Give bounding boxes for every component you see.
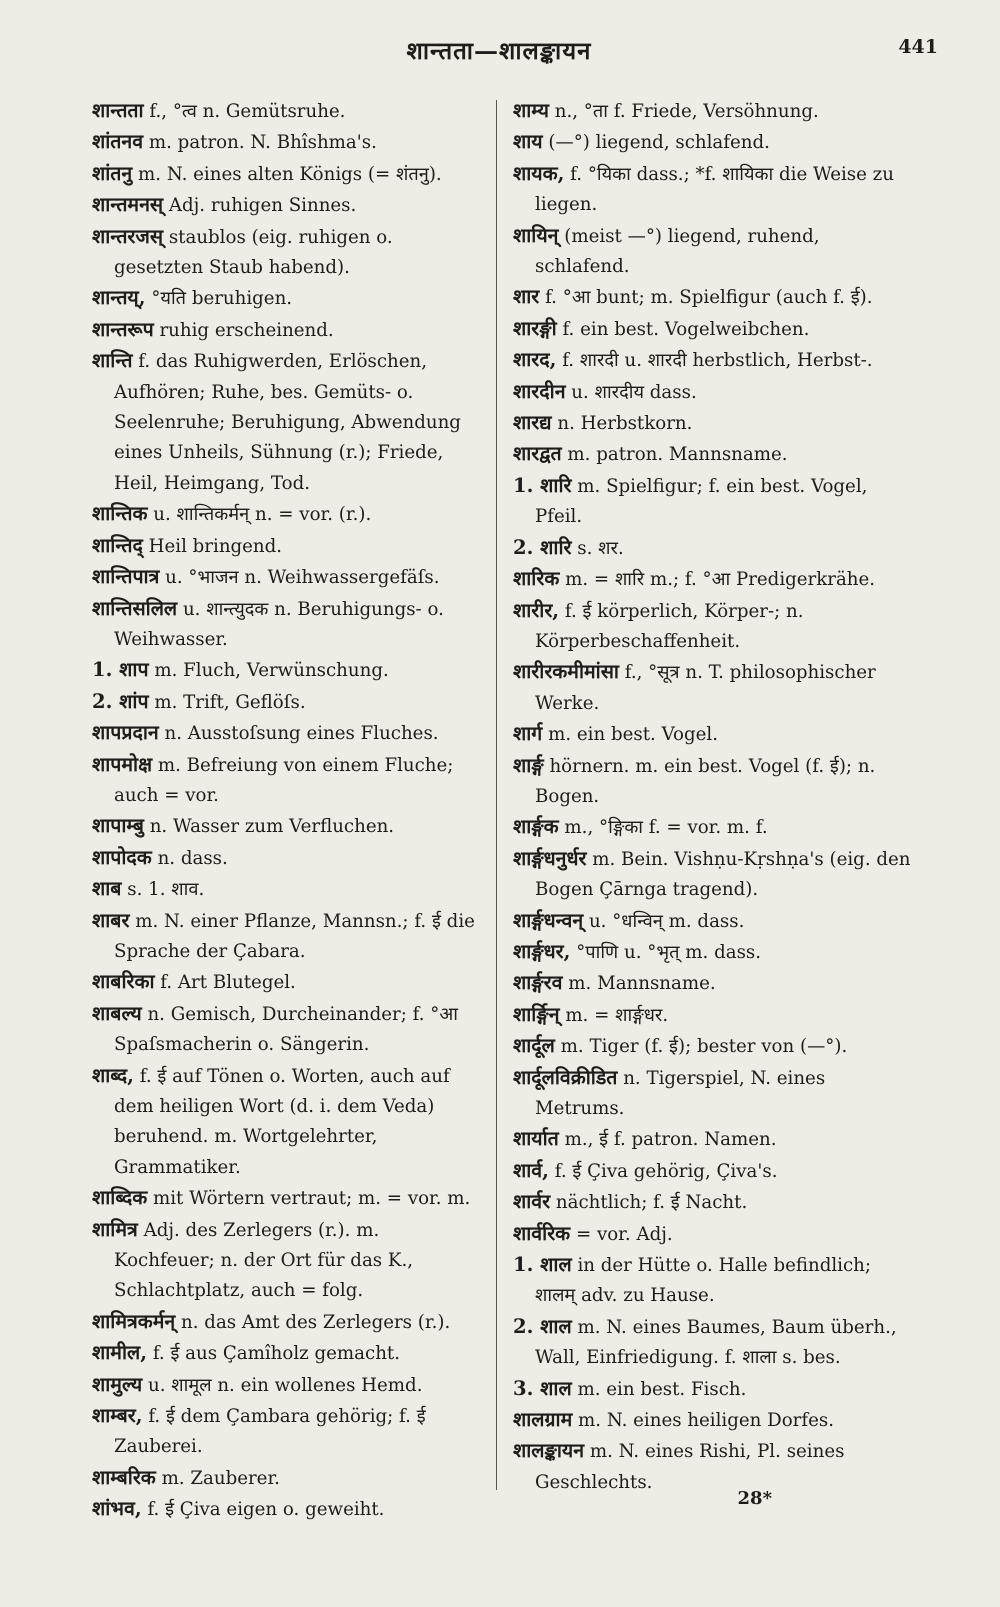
entry-definition: m. Trift, Geflöſs. (148, 691, 306, 713)
entry-headword: शाब्द, (92, 1063, 134, 1087)
entry-headword: 1. शाप (92, 658, 149, 682)
entry-definition: m. Bein. Vishṇu-Kṛshṇa's (eig. den Bogen Çārnga tragend). (535, 848, 911, 901)
entry-headword: शार्वर (513, 1190, 551, 1214)
dictionary-entry (92, 531, 484, 562)
dictionary-entry (92, 1338, 484, 1369)
entry-definition: m. Zauberer. (155, 1467, 280, 1489)
entry-definition: n. Wasser zum Verfluchen. (143, 816, 395, 838)
entry-definition: n. Ausstoſsung eines Fluches. (158, 723, 439, 745)
entry-headword: शाबल्य (92, 1001, 142, 1025)
entry-definition: f. ई auf Tönen o. Worten, auch auf dem heiligen Wort (d. i. dem Veda) beruhend. m. Wortgelehrter, Grammatiker. (114, 1065, 450, 1178)
entry-headword: शामील, (92, 1341, 148, 1365)
entry-definition: m. N. eines Rishi, Pl. seines Geschlechts. (535, 1441, 845, 1493)
dictionary-entry (92, 655, 484, 686)
entry-definition: m., °ङ्गिका f. = vor. m. f. (558, 817, 768, 839)
entry-definition: f. ई aus Çamîholz gemacht. (147, 1343, 401, 1365)
entry-definition: m., ई f. patron. Namen. (558, 1129, 777, 1151)
entry-headword: शार्वरिक (513, 1221, 571, 1245)
dictionary-entry (513, 314, 913, 345)
entry-definition: u. °भाजन n. Weihwassergefäſs. (159, 567, 440, 589)
dictionary-entry (513, 812, 913, 843)
dictionary-entry (513, 1436, 913, 1498)
entry-headword: शापमोक्ष (92, 752, 153, 776)
entry-definition: u. शामूल n. ein wollenes Hemd. (142, 1374, 423, 1396)
entry-definition: Adj. des Zerlegers (r.). m. Kochfeuer; n. der Ort für das K., Schlachtplatz, auch = folg. (114, 1219, 414, 1302)
entry-definition: Adj. ruhigen Sinnes. (163, 195, 357, 217)
entry-definition: m. Spielfigur; f. ein best. Vogel, Pfeil. (535, 475, 868, 528)
dictionary-entry (92, 967, 484, 998)
dictionary-entry (513, 1219, 913, 1250)
entry-headword: शायिन् (513, 223, 559, 247)
entry-definition: n. Gemisch, Durcheinander; f. °आ Spaſsmacherin o. Sängerin. (114, 1003, 458, 1056)
dictionary-entry (513, 968, 913, 999)
entry-headword: शांतनव (92, 130, 144, 154)
entry-headword: शार्दूल (513, 1034, 555, 1058)
entry-definition: m. N. einer Pflanze, Mannsn.; f. ई die Sprache der Çabara. (114, 910, 475, 962)
dictionary-entry (92, 718, 484, 749)
dictionary-entry (513, 159, 913, 221)
entry-headword: शायक, (513, 161, 565, 185)
entry-headword: शाम्य (513, 99, 549, 122)
entry-definition: mit Wörtern vertraut; m. = vor. m. (147, 1188, 471, 1210)
entry-definition: °पाणि u. °भृत् m. dass. (570, 941, 762, 963)
dictionary-entry (92, 283, 484, 314)
entry-definition: u. शान्त्युदक n. Beruhigungs- o. Weihwasser. (114, 598, 444, 650)
entry-definition: (—°) liegend, schlafend. (542, 132, 770, 154)
dictionary-entry (513, 1312, 913, 1374)
entry-definition: m. Tiger (f. ई); bester von (—°). (554, 1036, 848, 1058)
dictionary-entry (513, 408, 913, 439)
dictionary-entry (513, 533, 913, 564)
entry-headword: शारद्य (513, 411, 552, 435)
entry-headword: शारीर, (513, 598, 560, 622)
dictionary-entry (513, 1063, 913, 1125)
left-column (92, 96, 484, 1526)
entry-headword: शार्यात (513, 1127, 559, 1151)
dictionary-entry (92, 1370, 484, 1401)
entry-headword: शार्व, (513, 1158, 549, 1182)
entry-definition: u. शान्तिकर्मन् n. = vor. (r.). (147, 504, 372, 526)
dictionary-entry (92, 999, 484, 1061)
entry-headword: शान्तिक (92, 502, 148, 526)
entry-definition: u. शारदीय dass. (565, 381, 697, 403)
entry-definition: m. ein best. Fisch. (571, 1378, 747, 1400)
dictionary-entry (513, 657, 913, 719)
entry-headword: शार्दूलविक्रीडित (513, 1065, 618, 1089)
entry-definition: °यति beruhigen. (145, 288, 293, 310)
dictionary-entry (513, 127, 913, 158)
dictionary-entry (92, 315, 484, 346)
entry-headword: 2. शांप (92, 689, 149, 713)
entry-definition: m. ein best. Vogel. (542, 724, 718, 746)
entry-headword: शारदीन (513, 379, 566, 403)
entry-definition: m. Fluch, Verwünschung. (148, 660, 389, 682)
right-column (513, 96, 913, 1498)
entry-headword: शारङ्गी (513, 316, 557, 340)
column-divider (496, 100, 497, 1490)
entry-headword: 1. शारि (513, 473, 572, 497)
entry-definition: n. Tigerspiel, N. eines Metrums. (535, 1067, 826, 1119)
entry-headword: शान्तमनस् (92, 193, 164, 217)
dictionary-entry (513, 1250, 913, 1312)
entry-definition: f. ein best. Vogelweibchen. (556, 318, 810, 340)
entry-headword: शान्तता (92, 99, 144, 122)
entry-headword: शान्तरजस् (92, 224, 164, 248)
entry-definition: f. ई Çiva gehörig, Çiva's. (548, 1160, 778, 1182)
entry-headword: शाब्दिक (92, 1186, 148, 1210)
entry-definition: in der Hütte o. Halle befindlich; शालम् adv. zu Hause. (535, 1255, 872, 1307)
dictionary-entry (92, 1183, 484, 1214)
entry-headword: शालग्राम (513, 1408, 573, 1432)
entry-definition: (meist —°) liegend, ruhend, schlafend. (535, 225, 820, 278)
entry-definition: n. Herbstkorn. (551, 413, 693, 435)
entry-definition: m. Befreiung von einem Fluche; auch = vor. (114, 754, 454, 806)
entry-definition: f. शारदी u. शारदी herbstlich, Herbst-. (556, 350, 873, 372)
dictionary-entry (513, 1000, 913, 1031)
entry-headword: शारद, (513, 348, 557, 372)
entry-headword: शाबरिका (92, 970, 155, 994)
entry-definition: f. °यिका dass.; *f. शायिका die Weise zu liegen. (535, 163, 894, 216)
entry-headword: शान्तरूप (92, 317, 154, 341)
dictionary-entry (92, 843, 484, 874)
dictionary-entry (92, 346, 484, 499)
entry-definition: m. Mannsname. (562, 973, 716, 995)
page-number: 441 (898, 36, 938, 58)
entry-headword: शारद्वत (513, 442, 562, 466)
dictionary-entry (513, 1187, 913, 1218)
entry-definition: hörnern. m. ein best. Vogel (f. ई); n. Bogen. (535, 755, 876, 807)
entry-headword: शाबर (92, 908, 130, 932)
dictionary-entry (513, 345, 913, 376)
entry-headword: शालङ्कायन (513, 1439, 585, 1463)
dictionary-entry (92, 159, 484, 190)
dictionary-entry (513, 282, 913, 313)
entry-headword: शापोदक (92, 845, 152, 869)
dictionary-entry (92, 127, 484, 158)
entry-headword: शांभव, (92, 1497, 142, 1521)
dictionary-entry (513, 221, 913, 283)
dictionary-entry (92, 874, 484, 905)
entry-definition: f., °सूत्र n. T. philosophischer Werke. (535, 662, 876, 714)
entry-headword: शार्ङ्ग (513, 753, 544, 777)
dictionary-entry (92, 1463, 484, 1494)
entry-definition: n. das Amt des Zerlegers (r.). (175, 1311, 451, 1333)
entry-headword: शाम्बर, (92, 1404, 143, 1428)
dictionary-entry (92, 96, 484, 127)
dictionary-entry (92, 750, 484, 812)
entry-headword: शार्ङ्गधन्वन् (513, 908, 584, 932)
entry-headword: शार्ङ्गरव (513, 971, 563, 995)
entry-headword: शापप्रदान (92, 721, 159, 745)
entry-headword: 1. शाल (513, 1253, 572, 1277)
dictionary-entry (513, 1031, 913, 1062)
entry-headword: शार्ङ्गक (513, 815, 559, 839)
signature-mark: 28* (737, 1488, 772, 1509)
dictionary-entry (513, 471, 913, 533)
entry-headword: शाम्बरिक (92, 1465, 156, 1489)
dictionary-entry (513, 564, 913, 595)
entry-definition: Heil bringend. (142, 535, 283, 557)
entry-definition: m. patron. N. Bhîshma's. (143, 132, 377, 154)
entry-headword: शान्तिद् (92, 533, 143, 557)
dictionary-entry (92, 1215, 484, 1307)
entry-headword: शामित्र (92, 1217, 138, 1241)
dictionary-entry (513, 751, 913, 813)
entry-definition: = vor. Adj. (570, 1223, 673, 1245)
entry-headword: शाय (513, 130, 543, 154)
dictionary-entry (92, 499, 484, 530)
entry-definition: s. शर. (571, 537, 624, 559)
entry-headword: शारीरकमीमांसा (513, 660, 619, 684)
entry-definition: m. N. eines heiligen Dorfes. (572, 1410, 834, 1432)
dictionary-entry (92, 1494, 484, 1525)
dictionary-entry (92, 190, 484, 221)
dictionary-entry (92, 1401, 484, 1463)
dictionary-entry (513, 906, 913, 937)
entry-definition: f. Art Blutegel. (154, 972, 296, 994)
entry-headword: शार्ङ्गधनुर्धर (513, 846, 587, 870)
entry-definition: u. °धन्विन् m. dass. (583, 910, 745, 932)
entry-definition: f. °आ bunt; m. Spielfigur (auch f. ई). (539, 287, 873, 309)
dictionary-entry (513, 719, 913, 750)
entry-headword: शार्ङ्गधर, (513, 939, 571, 963)
entry-headword: शामुल्य (92, 1372, 143, 1396)
dictionary-entry (513, 844, 913, 906)
entry-definition: n., °ता f. Friede, Versöhnung. (548, 101, 819, 122)
entry-definition: n. dass. (151, 847, 228, 869)
page-header (60, 30, 938, 70)
entry-definition: m. patron. Mannsname. (561, 444, 788, 466)
entry-headword: शार्ङ्गिन् (513, 1002, 560, 1026)
entry-headword: शान्तिसलिल (92, 596, 178, 620)
entry-definition: f. ई Çiva eigen o. geweiht. (141, 1499, 385, 1521)
entry-headword: शारिक (513, 567, 560, 591)
dictionary-entry (513, 1374, 913, 1405)
dictionary-entry (513, 96, 913, 127)
entry-headword: शार्ग (513, 722, 543, 746)
running-title: शान्तता—शालङ्कायन (406, 36, 592, 65)
entry-definition: s. 1. शाव. (121, 879, 205, 901)
dictionary-entry (92, 906, 484, 968)
entry-definition: f. ई körperlich, Körper-; n. Körperbeschaffenheit. (535, 600, 804, 652)
dictionary-entry (92, 594, 484, 656)
dictionary-entry (92, 222, 484, 284)
dictionary-entry (513, 1156, 913, 1187)
entry-definition: ruhig erscheinend. (153, 319, 334, 341)
entry-headword: शाब (92, 877, 122, 901)
dictionary-entry (92, 1307, 484, 1338)
entry-headword: 2. शाल (513, 1314, 572, 1338)
entry-definition: f., °त्व n. Gemütsruhe. (143, 101, 346, 122)
entry-headword: शापाम्बु (92, 814, 144, 838)
dictionary-entry (92, 811, 484, 842)
entry-headword: शान्तय्, (92, 286, 146, 310)
entry-headword: शामित्रकर्मन् (92, 1309, 176, 1333)
dictionary-entry (513, 1405, 913, 1436)
dictionary-entry (92, 687, 484, 718)
entry-definition: m. = शारि m.; f. °आ Predigerkrähe. (559, 569, 876, 591)
dictionary-entry (513, 1124, 913, 1155)
entry-headword: 3. शाल (513, 1376, 572, 1400)
dictionary-entry (513, 596, 913, 658)
entry-headword: शार (513, 285, 540, 309)
entry-definition: f. das Ruhigwerden, Erlöschen, Aufhören; Ruhe, bes. Gemüts- o. Seelenruhe; Beruhigung, Abwendung eines Unheils, Sühnung (r.); Friede, Heil, Heimgang, Tod. (114, 351, 461, 494)
entry-headword: शान्ति (92, 349, 133, 373)
entry-definition: f. ई dem Çambara gehörig; f. ई Zauberei. (114, 1406, 426, 1458)
entry-headword: 2. शारि (513, 535, 572, 559)
dictionary-entry (513, 439, 913, 470)
entry-headword: शान्तिपात्र (92, 565, 160, 589)
entry-definition: m. N. eines Baumes, Baum überh., Wall, Einfriedigung. f. शाला s. bes. (535, 1316, 897, 1369)
entry-definition: m. N. eines alten Königs (= शंतनु). (132, 163, 442, 185)
dictionary-entry (513, 937, 913, 968)
entry-definition: nächtlich; f. ई Nacht. (550, 1192, 748, 1214)
entry-headword: शांतनु (92, 161, 133, 185)
dictionary-entry (513, 377, 913, 408)
entry-definition: m. = शार्ङ्गधर. (559, 1004, 669, 1026)
entry-definition: staublos (eig. ruhigen o. gesetzten Staub habend). (114, 226, 393, 279)
dictionary-entry (92, 562, 484, 593)
dictionary-entry (92, 1061, 484, 1184)
